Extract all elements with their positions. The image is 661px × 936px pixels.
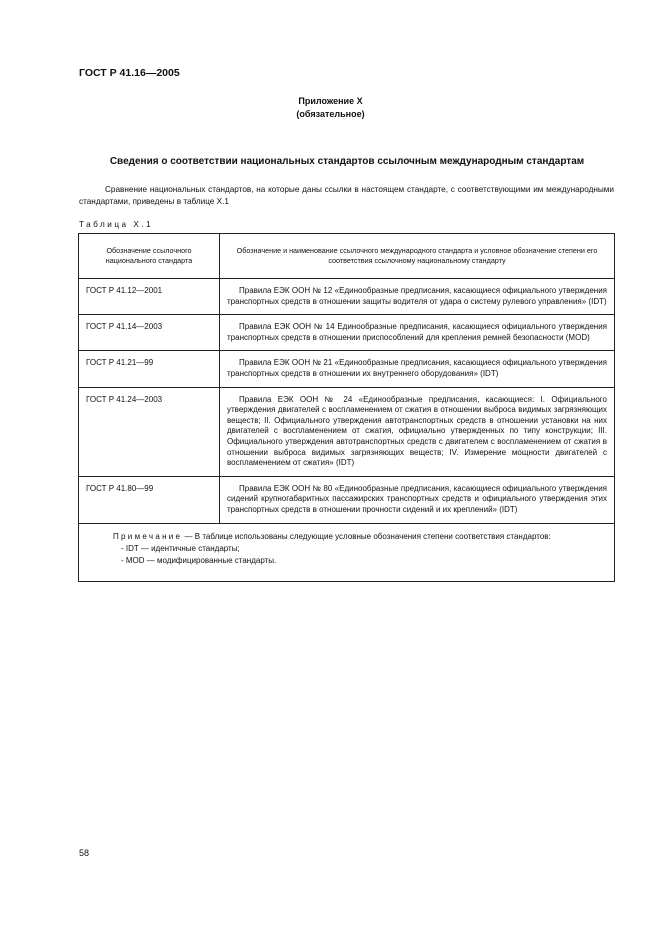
row-code: ГОСТ Р 41.24—2003 xyxy=(79,387,220,476)
document-id-header: ГОСТ Р 41.16—2005 xyxy=(79,67,180,79)
section-title: Сведения о соответствии национальных стандартов ссылочным международным стандартам xyxy=(109,156,585,167)
correspondence-table xyxy=(78,233,615,582)
note-item: - MOD — модифицированные стандарты. xyxy=(121,555,277,565)
header-international-standard: Обозначение и наименование ссылочного международного стандарта и условное обозначение степени его соответствия ссылочному национальному стандарту xyxy=(220,234,615,279)
note-item: - IDT — идентичные стандарты; xyxy=(121,543,240,553)
annex-status: (обязательное) xyxy=(296,109,365,119)
table-row xyxy=(79,279,615,315)
annex-heading xyxy=(0,95,661,121)
intro-paragraph: Сравнение национальных стандартов, на которые даны ссылки в настоящем стандарте, с соответствующими им международными стандартами, приведены в таблице Х.1 xyxy=(79,185,614,206)
table-row xyxy=(79,387,615,476)
note-text xyxy=(87,531,606,543)
header-national-standard: Обозначение ссылочного национального стандарта xyxy=(79,234,220,279)
table-caption: Таблица Х.1 xyxy=(79,220,154,229)
table-row xyxy=(79,476,615,523)
table-row xyxy=(79,351,615,387)
row-code: ГОСТ Р 41.80—99 xyxy=(79,476,220,523)
row-description: Правила ЕЭК ООН № 24 «Единообразные предписания, касающиеся: I. Официального утверждения двигателей с воспламенением от сжатия в отношении выброса видимых загрязняющих веществ; II. Официального утверждения автотранспортных средств в отношении установки на них двигателей с воспламенением от сжатия, официально утвержденных по типу конструкции; III. Официального утверждения автотранспортных средств с двигателем с воспламенением от сжатия в отношении выброса видимых загрязняющих веществ; IV. Измерение мощности двигателей с воспламенением от сжатия» (IDT) xyxy=(220,387,615,476)
row-code: ГОСТ Р 41.12—2001 xyxy=(79,279,220,315)
table-note xyxy=(79,523,615,581)
row-description: Правила ЕЭК ООН № 80 «Единообразные предписания, касающиеся официального утверждения сидений крупногабаритных пассажирских транспортных средств и официального утверждения этих транспортных средств в отношении прочности сидений и их креплений» (IDT) xyxy=(220,476,615,523)
table-note-row xyxy=(79,523,615,581)
table-header-row xyxy=(79,234,615,279)
row-description: Правила ЕЭК ООН № 12 «Единообразные предписания, касающиеся официального утверждения транспортных средств в отношении защиты водителя от удара о систему рулевого управления» (IDT) xyxy=(220,279,615,315)
row-description: Правила ЕЭК ООН № 14 Единообразные предписания, касающиеся официального утверждения транспортных средств в отношении приспособлений для крепления ремней безопасности (MOD) xyxy=(220,315,615,351)
note-label: Примечание xyxy=(113,531,183,541)
note-body: — В таблице использованы следующие условные обозначения степени соответствия стандартов: xyxy=(184,531,551,541)
row-description: Правила ЕЭК ООН № 21 «Единообразные предписания, касающиеся официального утверждения транспортных средств в отношении их внутреннего оборудования» (IDT) xyxy=(220,351,615,387)
row-code: ГОСТ Р 41.21—99 xyxy=(79,351,220,387)
table-row xyxy=(79,315,615,351)
page-number: 58 xyxy=(79,848,90,858)
row-code: ГОСТ Р 41.14—2003 xyxy=(79,315,220,351)
annex-title: Приложение Х xyxy=(298,96,363,106)
